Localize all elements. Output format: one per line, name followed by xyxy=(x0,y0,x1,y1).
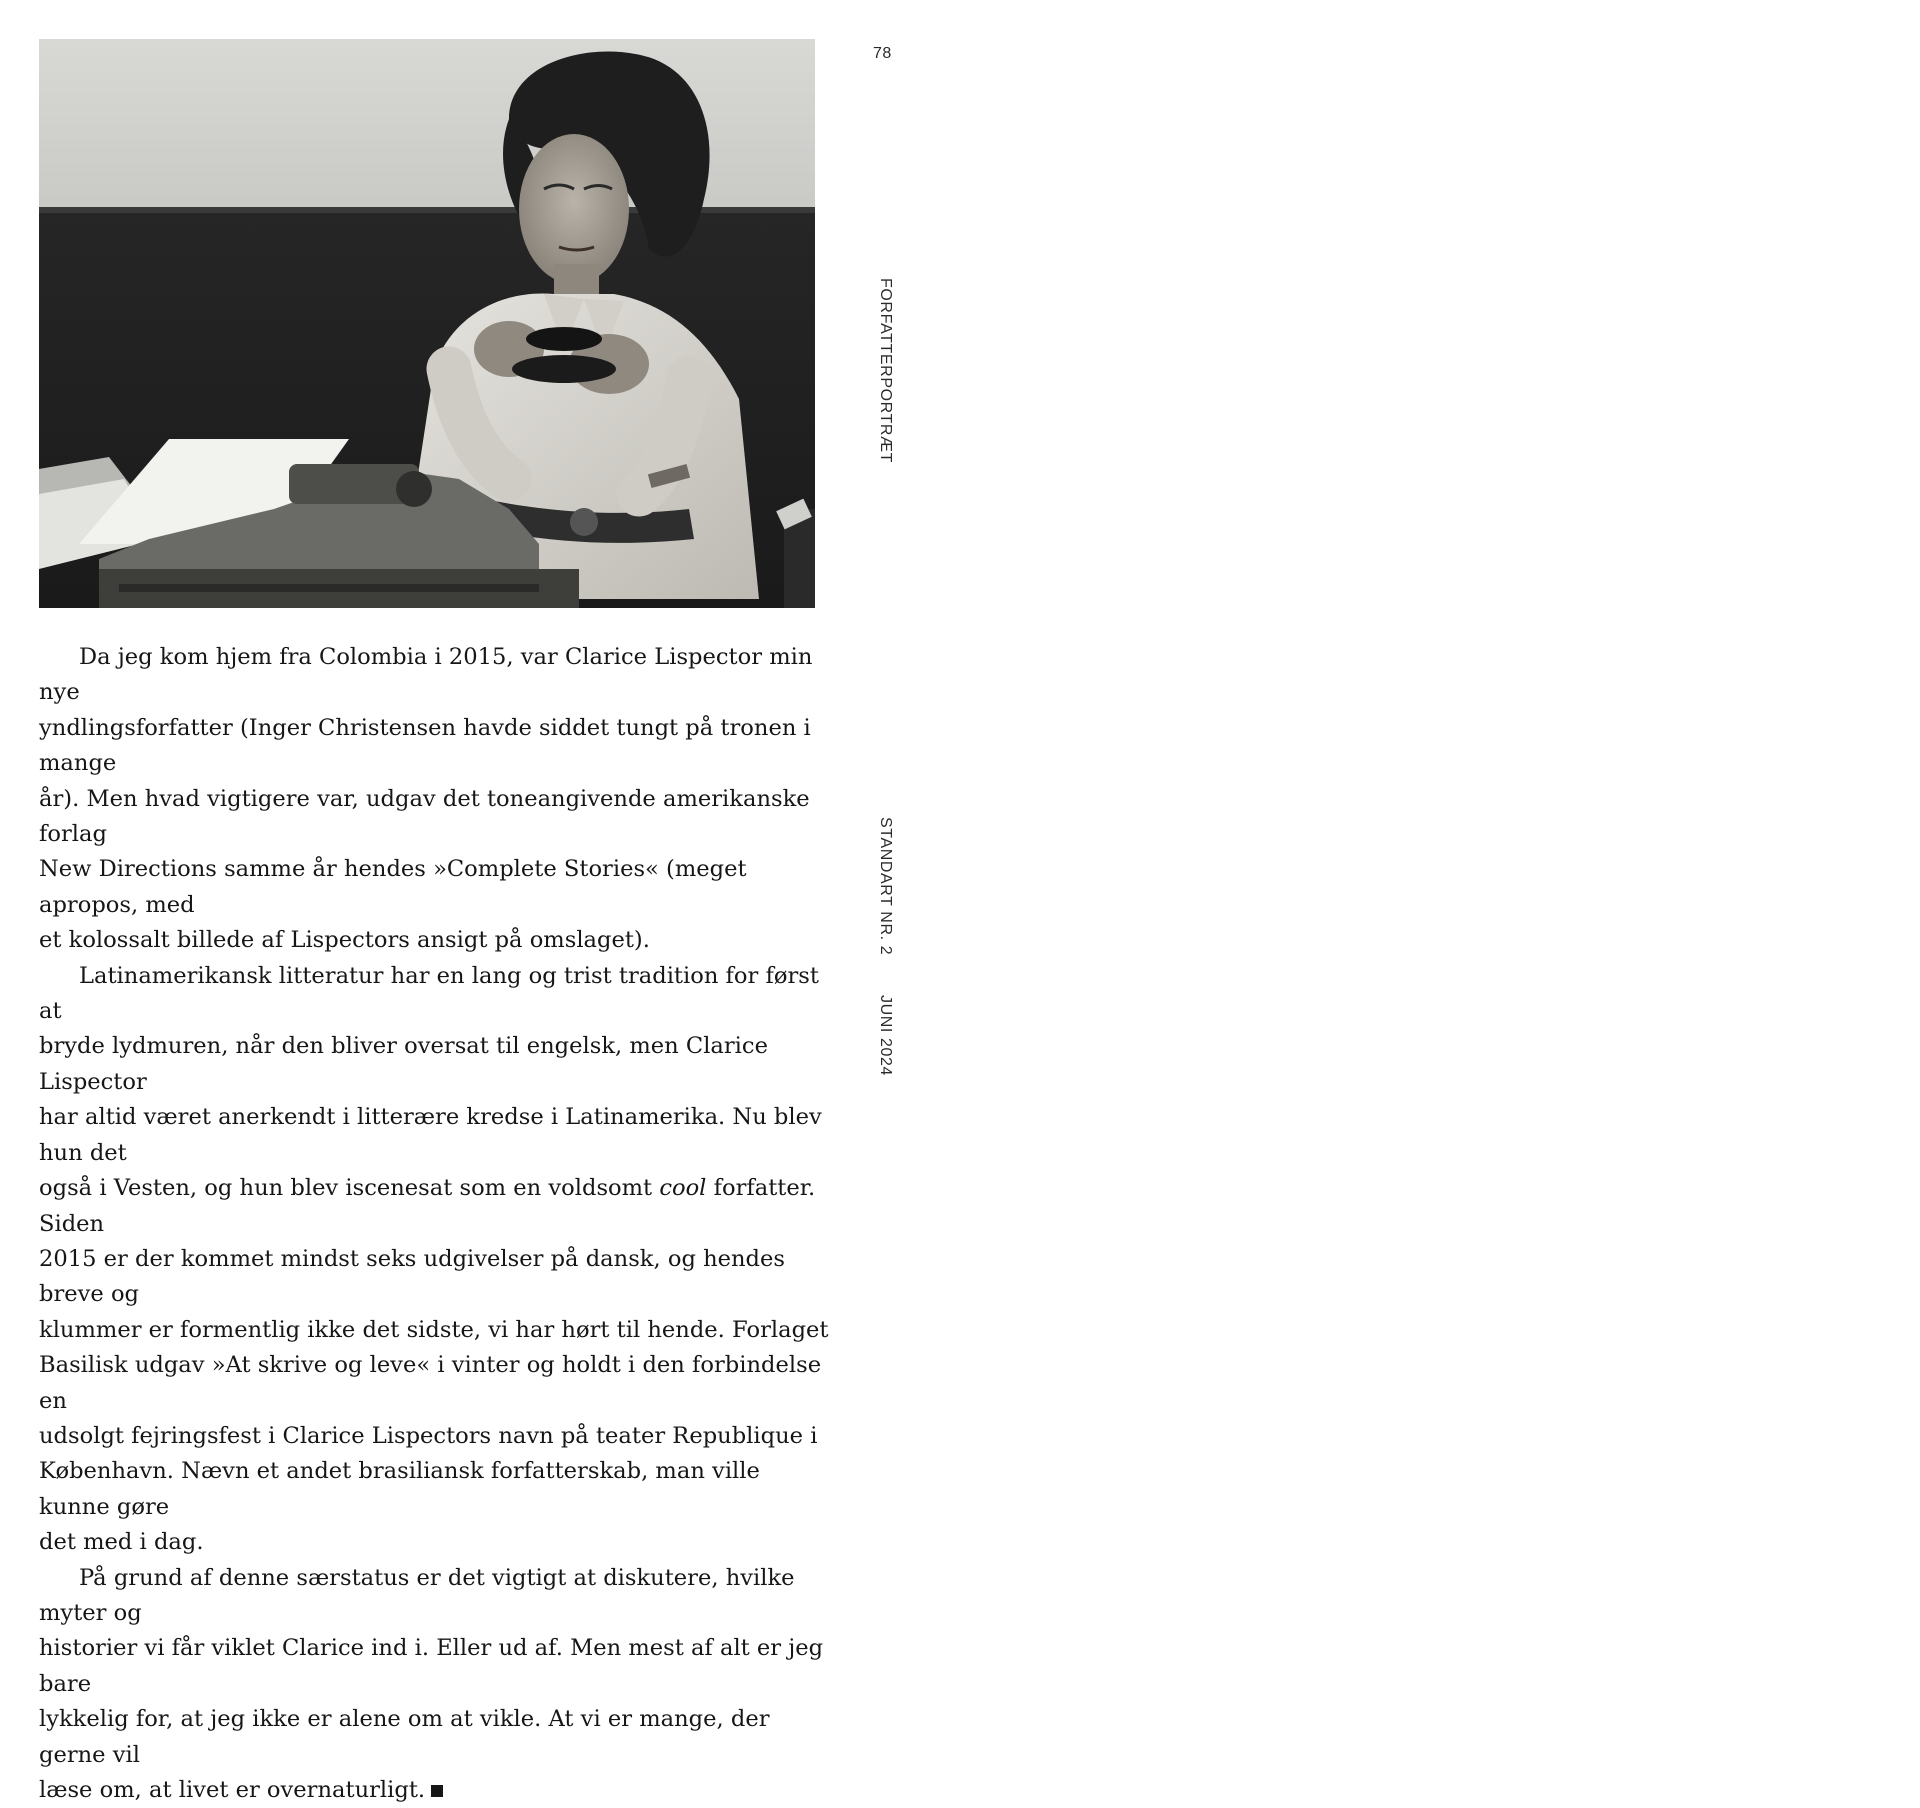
article-body xyxy=(39,640,829,1808)
author-photo-illustration xyxy=(39,39,815,608)
issue-label: STANDART NR. 2 xyxy=(877,817,894,956)
date-label: JUNI 2024 xyxy=(877,995,894,1076)
section-label: FORFATTERPORTRÆT xyxy=(877,278,894,464)
article-paragraph-3 xyxy=(39,1561,829,1808)
emphasis-cool: cool xyxy=(659,1175,707,1202)
page-number: 78 xyxy=(873,45,892,62)
end-mark-icon xyxy=(431,1785,443,1797)
article-paragraph-3-text: På grund af denne særstatus er det vigtigt at diskutere, hvilke myter og historier vi får viklet Clarice ind i. Eller ud af. Men mest af alt er jeg bare lykkelig for, at jeg ikke er alene om at vikle. At vi er mange, der gerne vil læse om, at livet er overnaturligt. xyxy=(39,1564,824,1803)
article-paragraph-2: Latinamerikansk litteratur har en lang og trist tradition for først at bryde lydmuren, når den bliver oversat til engelsk, men Clarice Lispector har altid været anerkendt i litterære kredse i Latinamerika. Nu blev hun det også i Vesten, og hun blev iscenesat som en voldsomt cool forfatter. Siden 2015 er der kommet mindst seks udgivelser på dansk, og hendes breve og klummer er formentlig ikke det sidste, vi har hørt til hende. Forlaget Basilisk udgav »At skrive og leve« i vinter og holdt i den forbindelse en udsolgt fejringsfest i Clarice Lispectors navn på teater Republique i København. Nævn et andet brasiliansk forfatterskab, man ville kunne gøre det med i dag. xyxy=(39,962,829,1556)
author-photo xyxy=(39,39,815,608)
article-paragraph-1: Da jeg kom hjem fra Colombia i 2015, var Clarice Lispector min nye yndlingsforfatter (Inger Christensen havde siddet tungt på tronen i mange år). Men hvad vigtigere var, udgav det toneangivende amerikanske forlag New Directions samme år hendes »Complete Stories« (meget apropos, med et kolossalt billede af Lispectors ansigt på omslaget). xyxy=(39,644,813,954)
